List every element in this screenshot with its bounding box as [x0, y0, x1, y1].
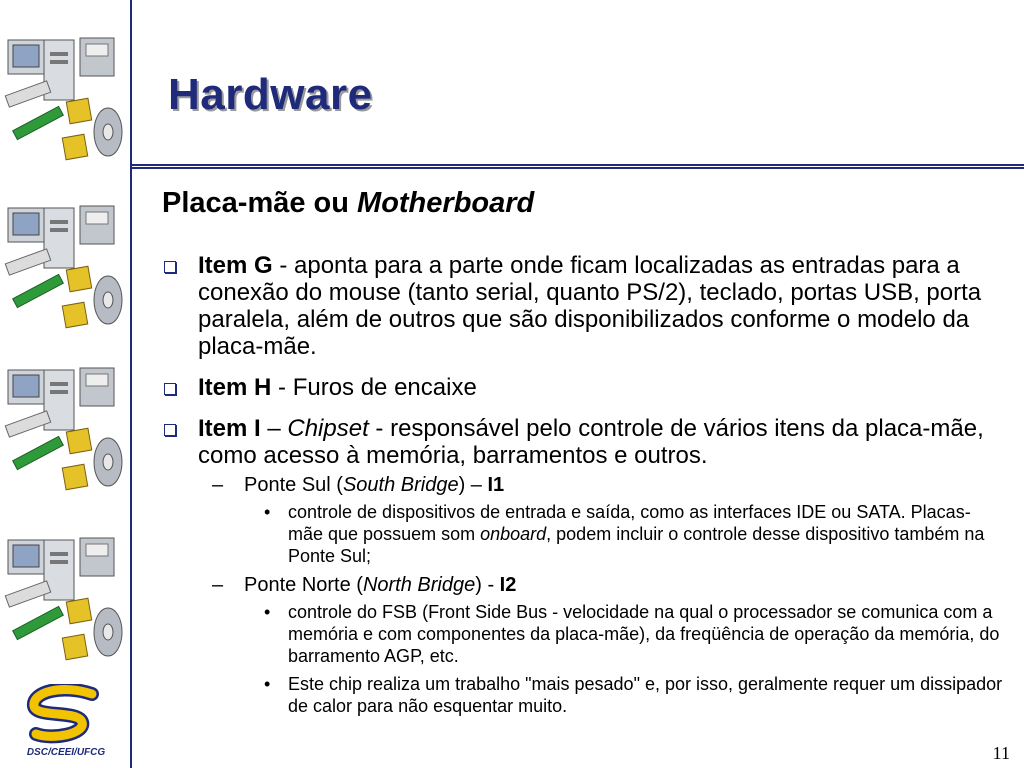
slide-title: Hardware	[168, 70, 373, 119]
sub-item-emphasis: North Bridge	[362, 574, 476, 596]
sidebar-divider	[130, 0, 132, 768]
detail-bullet	[160, 601, 1005, 667]
list-item-i	[160, 415, 1005, 469]
sub-item-text: Ponte Norte (	[244, 574, 363, 596]
dsc-logo-icon	[22, 684, 118, 746]
logo-caption: DSC/CEEI/UFCG	[26, 747, 106, 758]
computer-hardware-icon	[4, 530, 128, 680]
detail-bullet	[160, 673, 1005, 717]
detail-text: controle do FSB (Front Side Bus - velocidade na qual o processador se comunica com a memória e com componentes da placa-mãe), da freqüência de operação da memória, do barramento AGP, etc.	[288, 602, 1000, 666]
subtitle-text: Placa-mãe ou	[162, 187, 358, 219]
item-text: aponta para a parte onde ficam localizadas as entradas para a conexão do mouse (tanto serial, quanto PS/2), teclado, portas USB, porta paralela, além de outros que são disponibilizados conforme o modelo da placa-mãe.	[198, 252, 982, 360]
sub-item-text: Ponte Sul (	[244, 474, 343, 496]
item-label: Item I	[198, 415, 261, 442]
sub-item-code: I2	[499, 574, 517, 596]
page-number: 11	[992, 743, 1010, 763]
dot-bullet: •	[264, 674, 271, 694]
slide-subtitle	[162, 186, 862, 220]
detail-text: , podem incluir o controle desse dispositivo também na Ponte Sul;	[288, 524, 985, 566]
detail-bullet	[160, 501, 1005, 567]
subtitle-emphasis: Motherboard	[357, 187, 535, 219]
detail-text: Este chip realiza um trabalho "mais pesado" e, por isso, geralmente requer um dissipador de calor para não esquentar muito.	[288, 674, 1003, 716]
computer-hardware-icon	[4, 198, 128, 348]
square-bullet-icon	[164, 383, 176, 395]
item-separator: –	[260, 415, 288, 442]
detail-emphasis: onboard	[480, 524, 547, 544]
sub-item-text: ) –	[458, 474, 488, 496]
dot-bullet: •	[264, 602, 271, 622]
sub-item-code: I1	[487, 474, 505, 496]
item-emphasis: Chipset	[287, 415, 369, 442]
item-separator: -	[271, 374, 293, 401]
title-divider	[132, 164, 1024, 169]
list-item-g	[160, 252, 1005, 360]
slide-content	[160, 252, 1005, 717]
item-separator: -	[272, 252, 295, 279]
sidebar	[0, 0, 130, 768]
sub-item-text: ) -	[475, 574, 500, 596]
item-label: Item G	[198, 252, 273, 279]
sub-item-emphasis: South Bridge	[342, 474, 459, 496]
dash-bullet: –	[212, 574, 224, 596]
item-label: Item H	[198, 374, 272, 401]
square-bullet-icon	[164, 424, 176, 436]
list-item-h	[160, 374, 1005, 401]
computer-hardware-icon	[4, 30, 128, 180]
square-bullet-icon	[164, 261, 176, 273]
detail-text: controle de dispositivos de entrada e saída, como as interfaces IDE ou SATA. Placas-mãe que possuem som	[288, 502, 971, 544]
dash-bullet: –	[212, 474, 224, 496]
dot-bullet: •	[264, 502, 271, 522]
item-text: - responsável pelo controle de vários itens da placa-mãe, como acesso à memória, barramentos e outros.	[198, 415, 984, 469]
sub-item-north-bridge	[160, 573, 1005, 597]
item-text: Furos de encaixe	[292, 374, 477, 401]
sub-item-south-bridge	[160, 473, 1005, 497]
computer-hardware-icon	[4, 360, 128, 510]
